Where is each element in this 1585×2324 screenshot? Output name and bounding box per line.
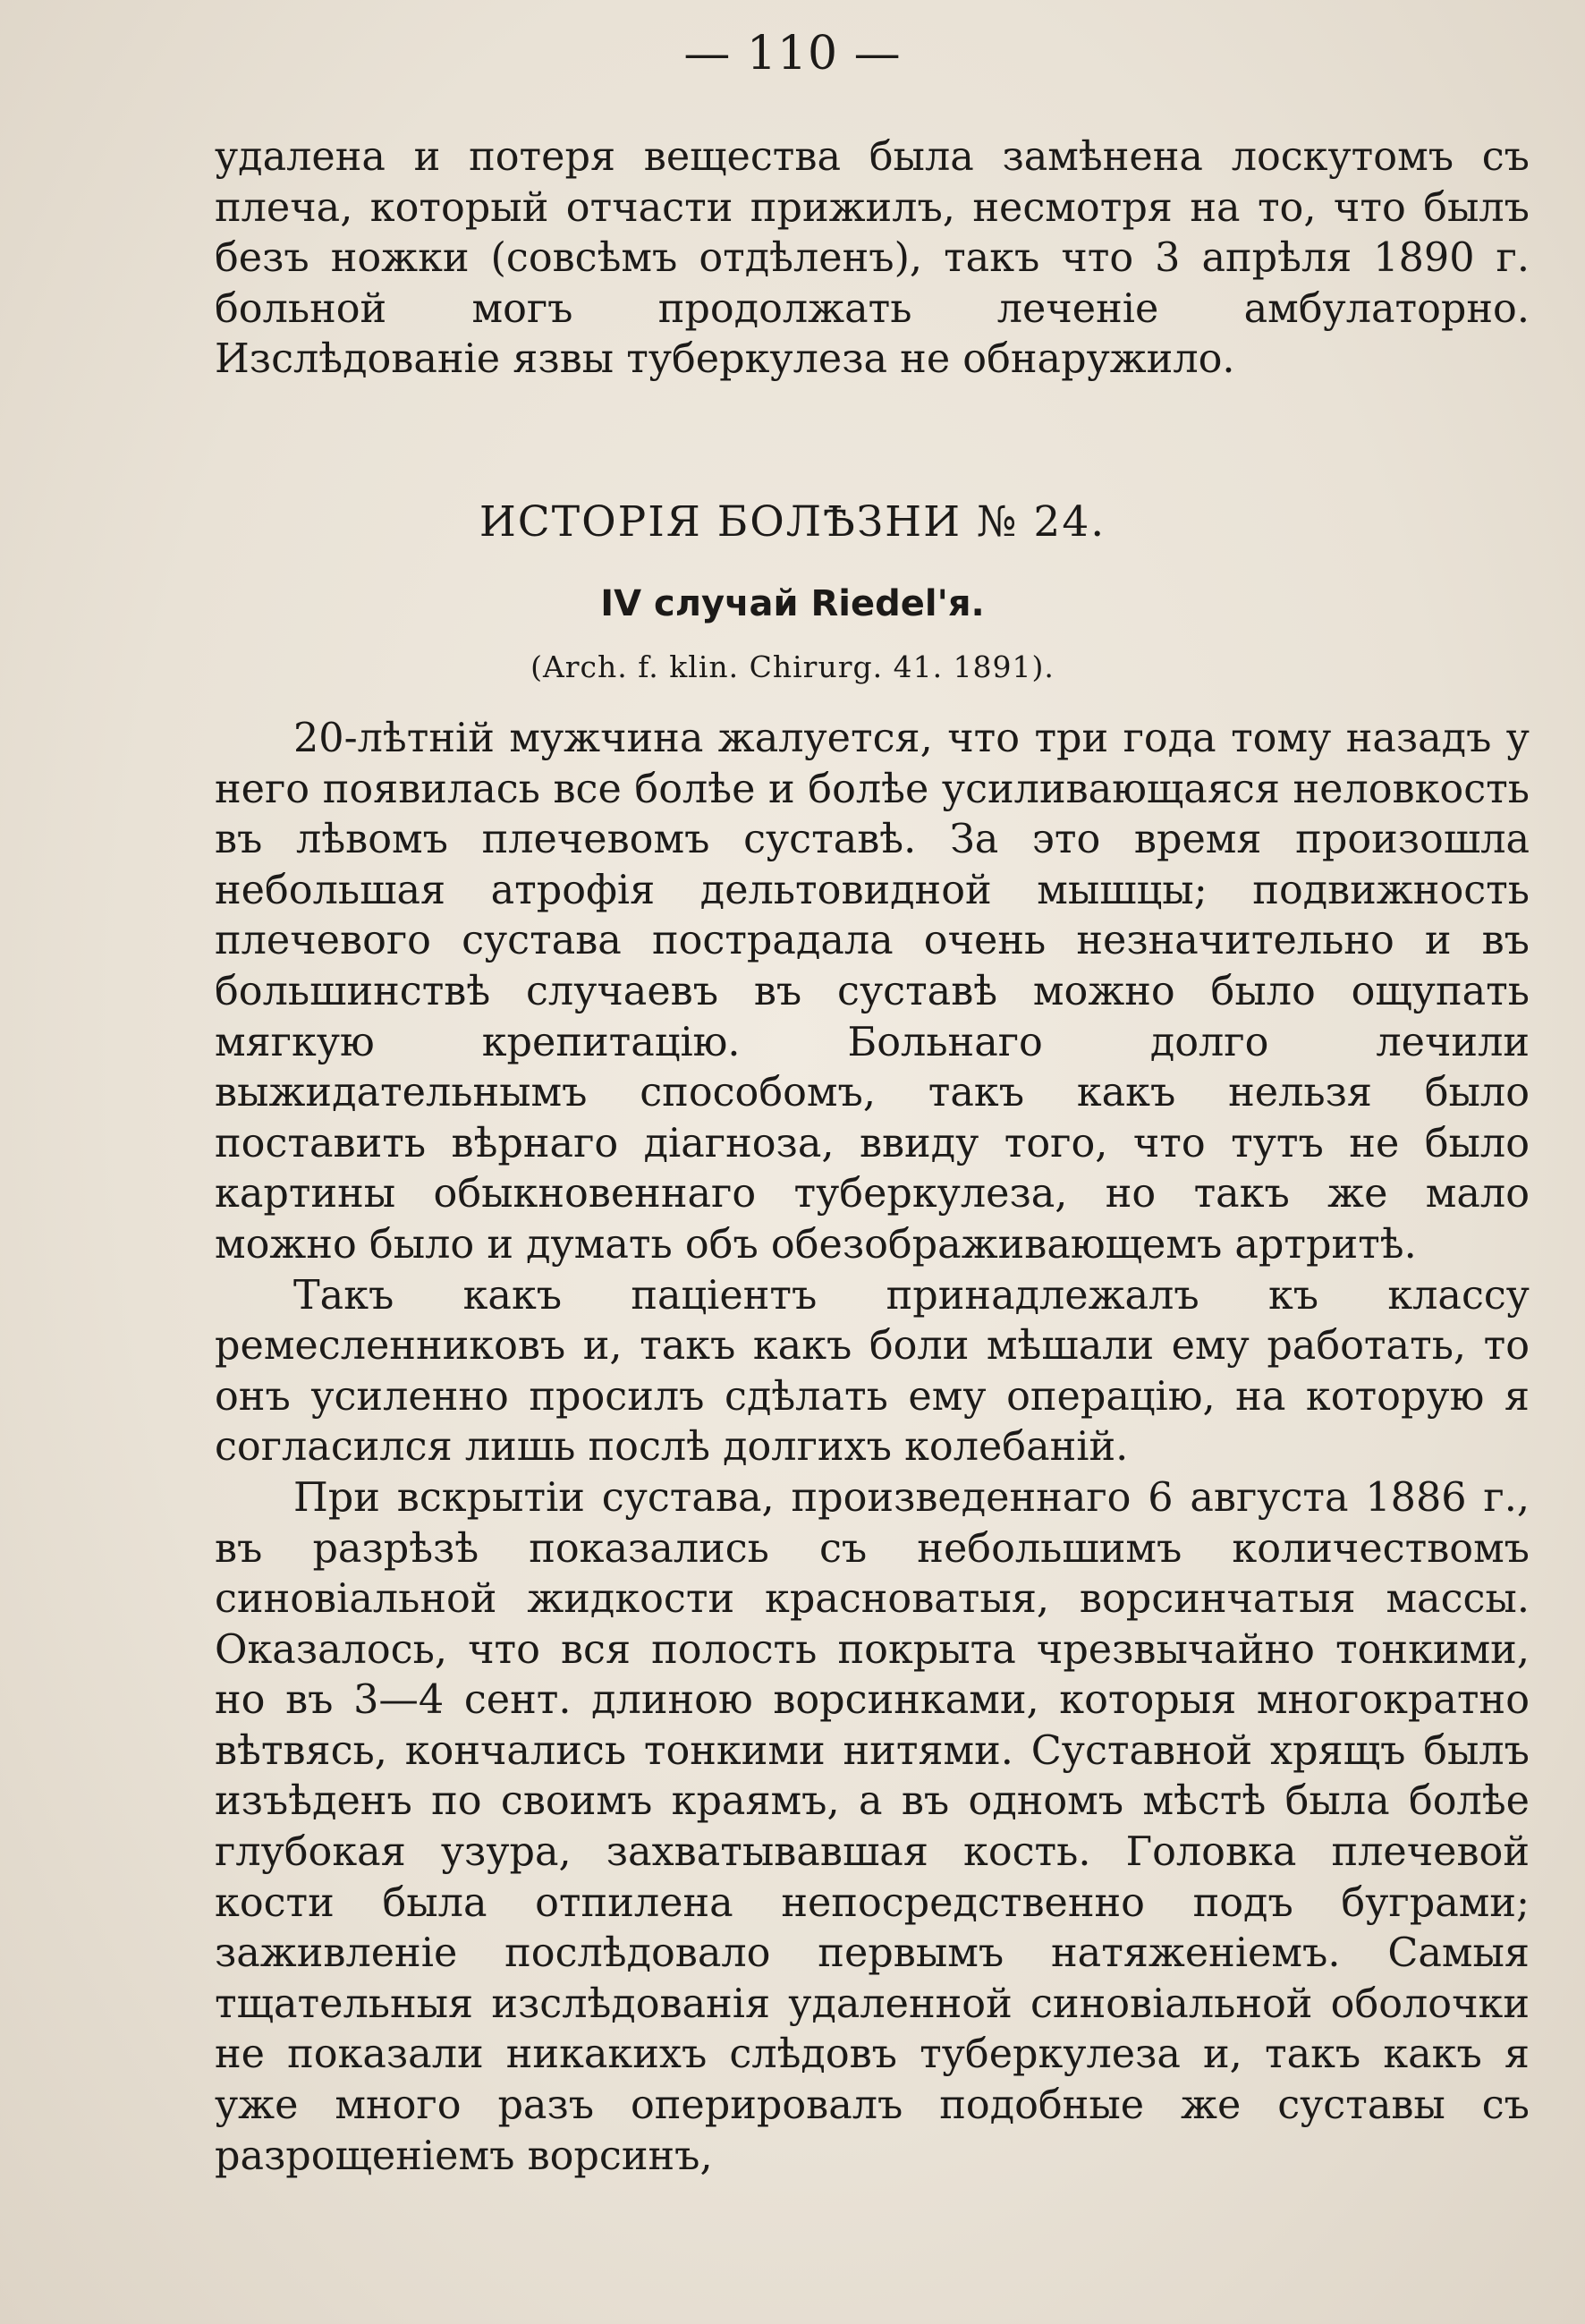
case-body (215, 714, 1530, 2182)
paragraph-complaint: 20-лѣтній мужчина жалуется, что три года тому назадъ у него появилась все болѣе и болѣе усиливающаяся неловкость въ лѣвомъ плечевомъ суставѣ. За это время произошла небольшая атрофія дельтовидной мышцы; подвижность плечевого сустава пострадала очень незначительно и въ большинствѣ случаевъ въ суставѣ можно было ощупать мягкую крепитацію. Больнаго долго лечили выжидательнымъ способомъ, такъ какъ нельзя было поставить вѣрнаго діагноза, ввиду того, что тутъ не было картины обыкновеннаго туберкулеза, но такъ же мало можно было и думать объ обезображивающемъ артритѣ. (215, 716, 1530, 1268)
page-number: — 110 — (683, 27, 902, 81)
intro-section (215, 132, 1530, 386)
case-title: ИСТОРІЯ БОЛѢЗНИ № 24. (479, 497, 1106, 547)
paragraph-operation: При вскрытіи сустава, произведеннаго 6 августа 1886 г., въ разрѣзѣ показались съ небольшимъ количествомъ синовіальной жидкости красноватыя, ворсинчатыя массы. Оказалось, что вся полость покрыта чрезвычайно тонкими, но въ 3—4 сент. длиною ворсинками, которыя многократно вѣтвясь, кончались тонкими нитями. Суставной хрящъ былъ изъѣденъ по своимъ краямъ, а въ одномъ мѣстѣ была болѣе глубокая узура, захватывавшая кость. Головка плечевой кости была отпилена непосредственно подъ буграми; заживленіе послѣдовало первымъ натяженіемъ. Самыя тщательныя изслѣдованія удаленной синовіальной оболочки не показали никакихъ слѣдовъ туберкулеза и, такъ какъ я уже много разъ оперировалъ подобные же суставы съ разрощеніемъ ворсинъ, (215, 1474, 1530, 2179)
citation: (Arch. f. klin. Chirurg. 41. 1891). (530, 649, 1055, 684)
case-subtitle: IV случай Riedel'я. (600, 583, 985, 624)
paragraph-request: Такъ какъ паціентъ принадлежалъ къ классу ремесленниковъ и, такъ какъ боли мѣшали ему работать, то онъ усиленно просилъ сдѣлать ему операцію, на которую я согласился лишь послѣ долгихъ колебаній. (215, 1272, 1530, 1471)
intro-paragraph: удалена и потеря вещества была замѣнена лоскутомъ съ плеча, который отчасти прижилъ, несмотря на то, что былъ безъ ножки (совсѣмъ отдѣленъ), такъ что 3 апрѣля 1890 г. больной могъ продолжать леченіе амбулаторно. Изслѣдованіе язвы туберкулеза не обнаружило. (215, 134, 1530, 383)
